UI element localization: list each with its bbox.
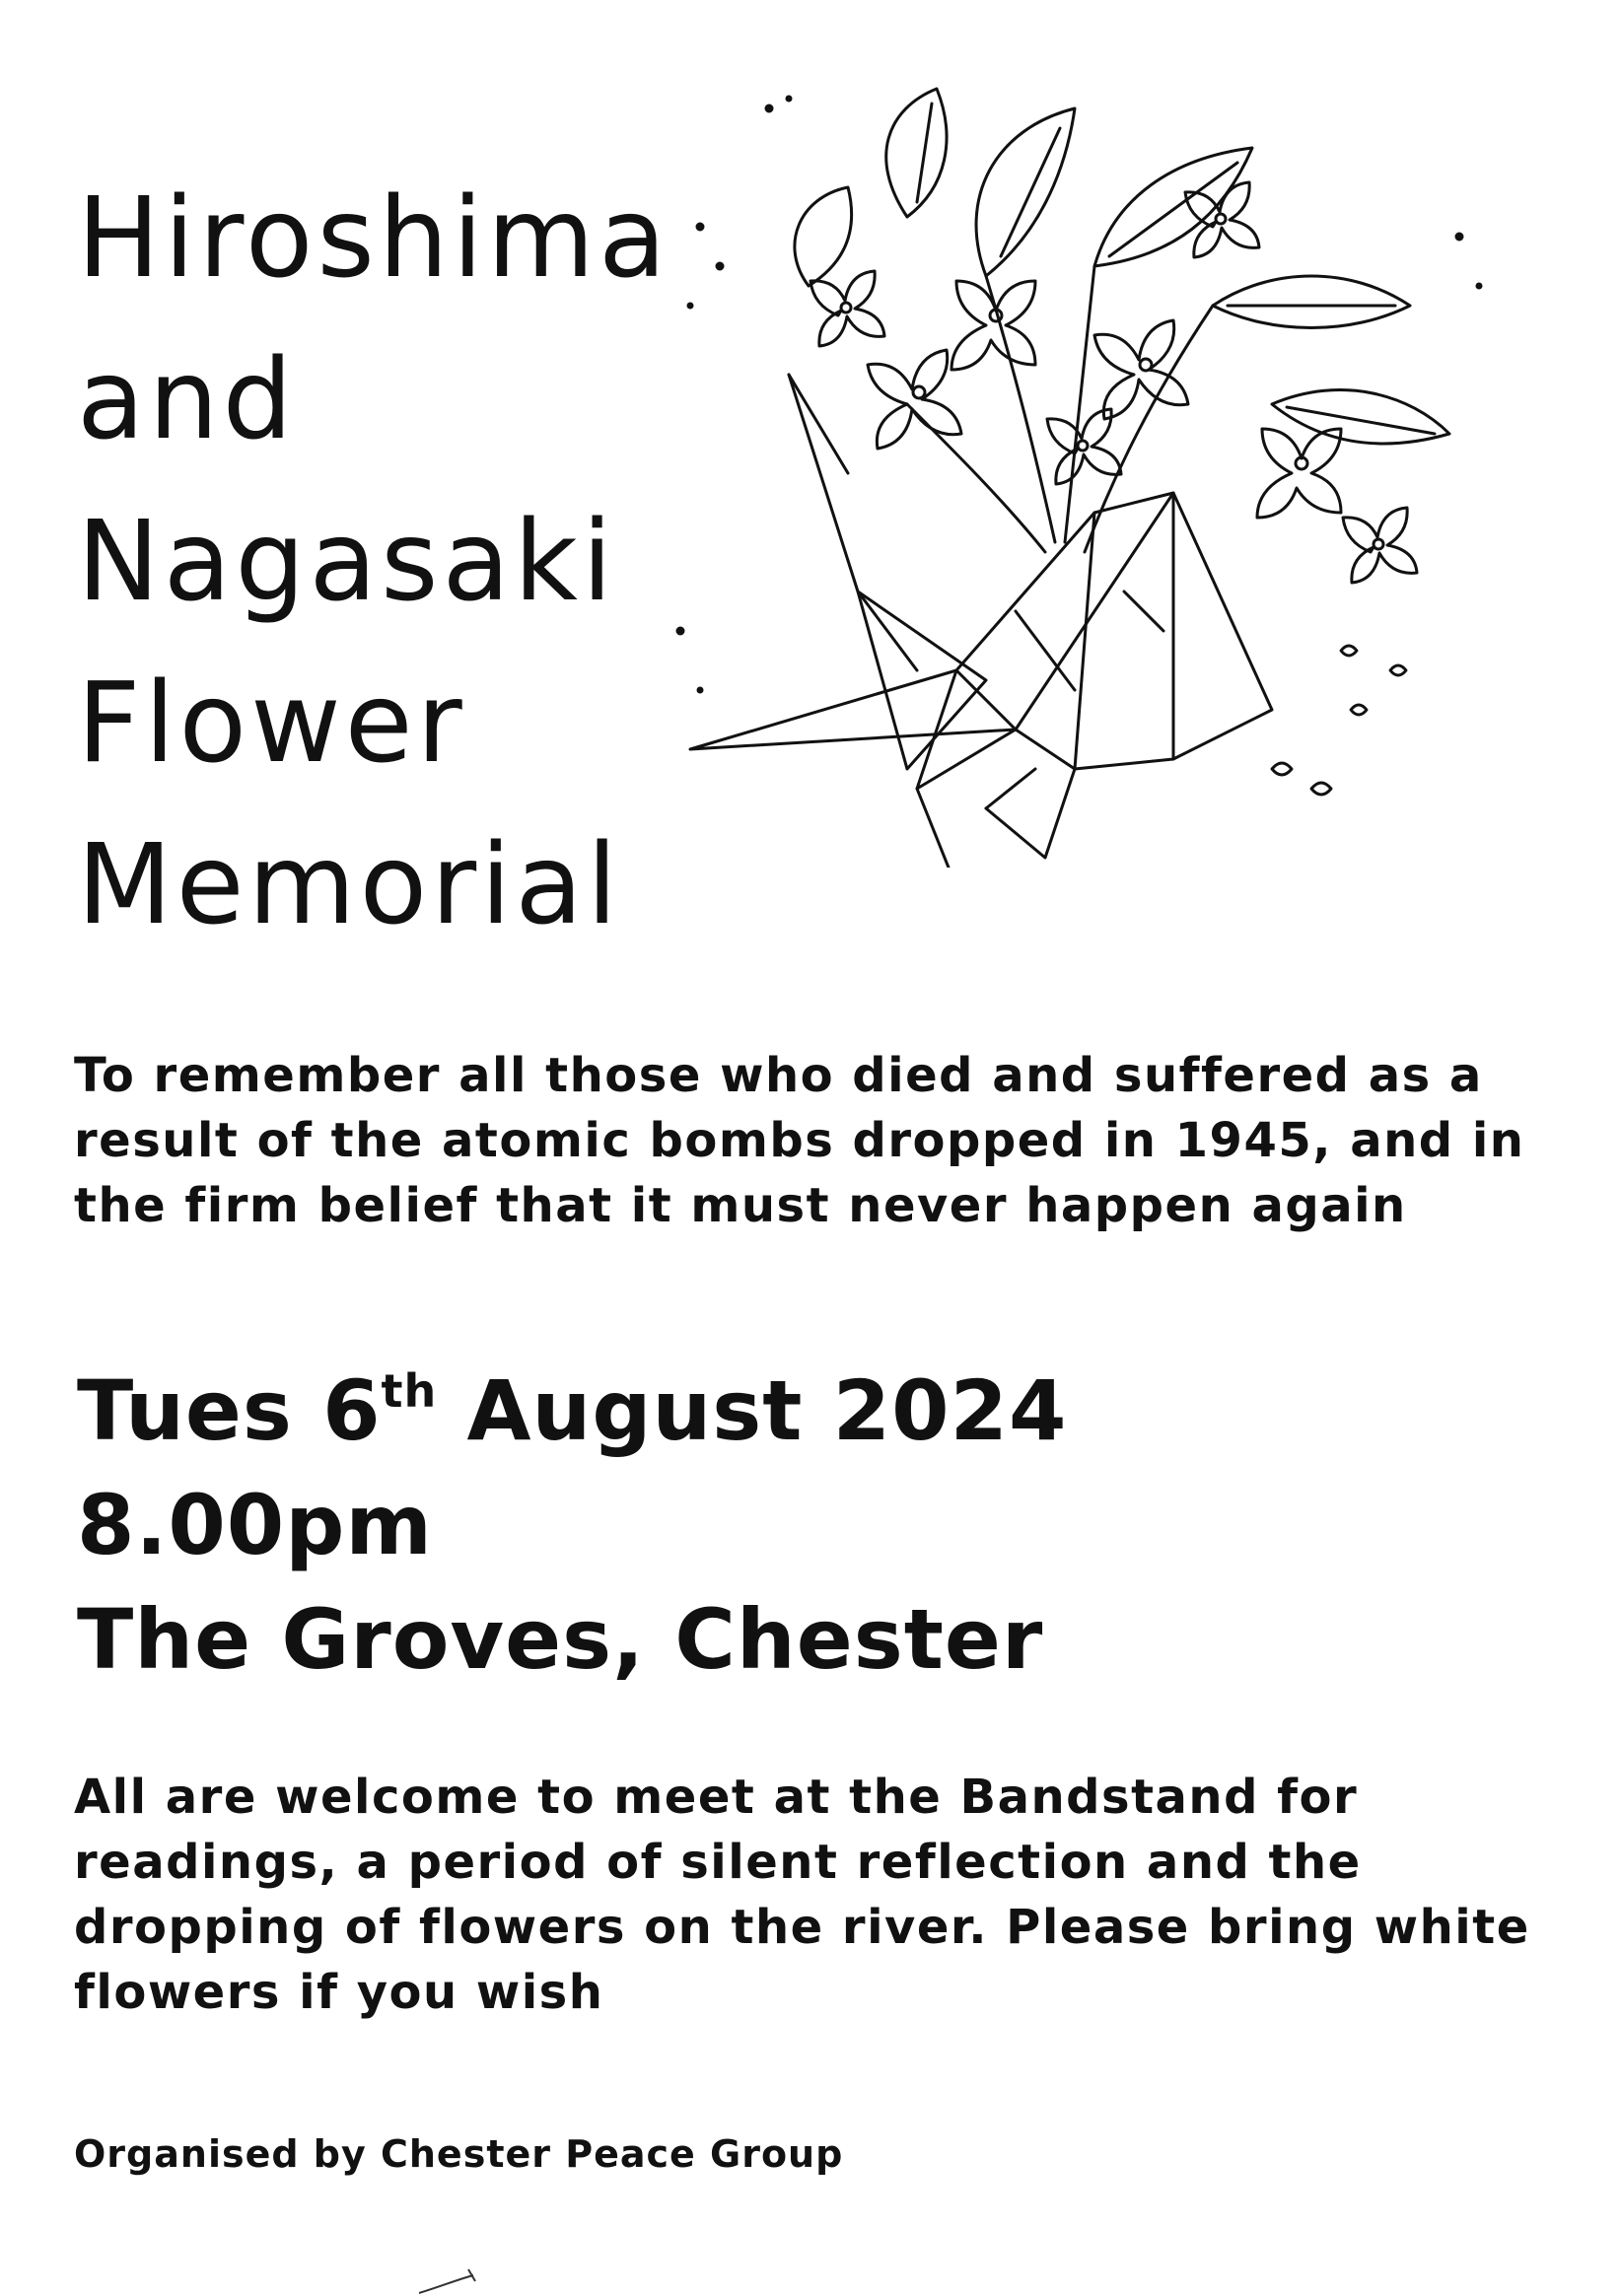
event-date-month-year: August 2024 <box>437 1362 1068 1459</box>
title-line-2: and <box>77 336 297 464</box>
title-line-5: Memorial <box>77 821 622 949</box>
event-location: The Groves, Chester <box>77 1591 1044 1688</box>
title-line-1: Hiroshima <box>77 174 670 303</box>
event-date-ordinal: th <box>381 1364 438 1418</box>
event-date-day: Tues 6 <box>77 1362 382 1459</box>
event-time: 8.00pm <box>77 1477 433 1573</box>
title-line-3: Nagasaki <box>77 498 617 626</box>
title-line-4: Flower <box>77 660 466 788</box>
organiser-text: Organised by Chester Peace Group <box>74 2132 844 2176</box>
intro-text: To remember all those who died and suffered as a result of the atomic bombs dropped in 1945, and in the firm belief that it must never happen again <box>74 1048 1525 1233</box>
event-date <box>77 1354 1536 1468</box>
event-details: All are welcome to meet at the Bandstand for readings, a period of silent reflection and the dropping of flowers on the river. Please bring white flowers if you wish <box>74 1770 1530 2020</box>
origami-crane-with-flowers-icon <box>661 79 1528 868</box>
pen-mark-icon <box>414 2267 493 2295</box>
event-info <box>77 1354 1536 1697</box>
